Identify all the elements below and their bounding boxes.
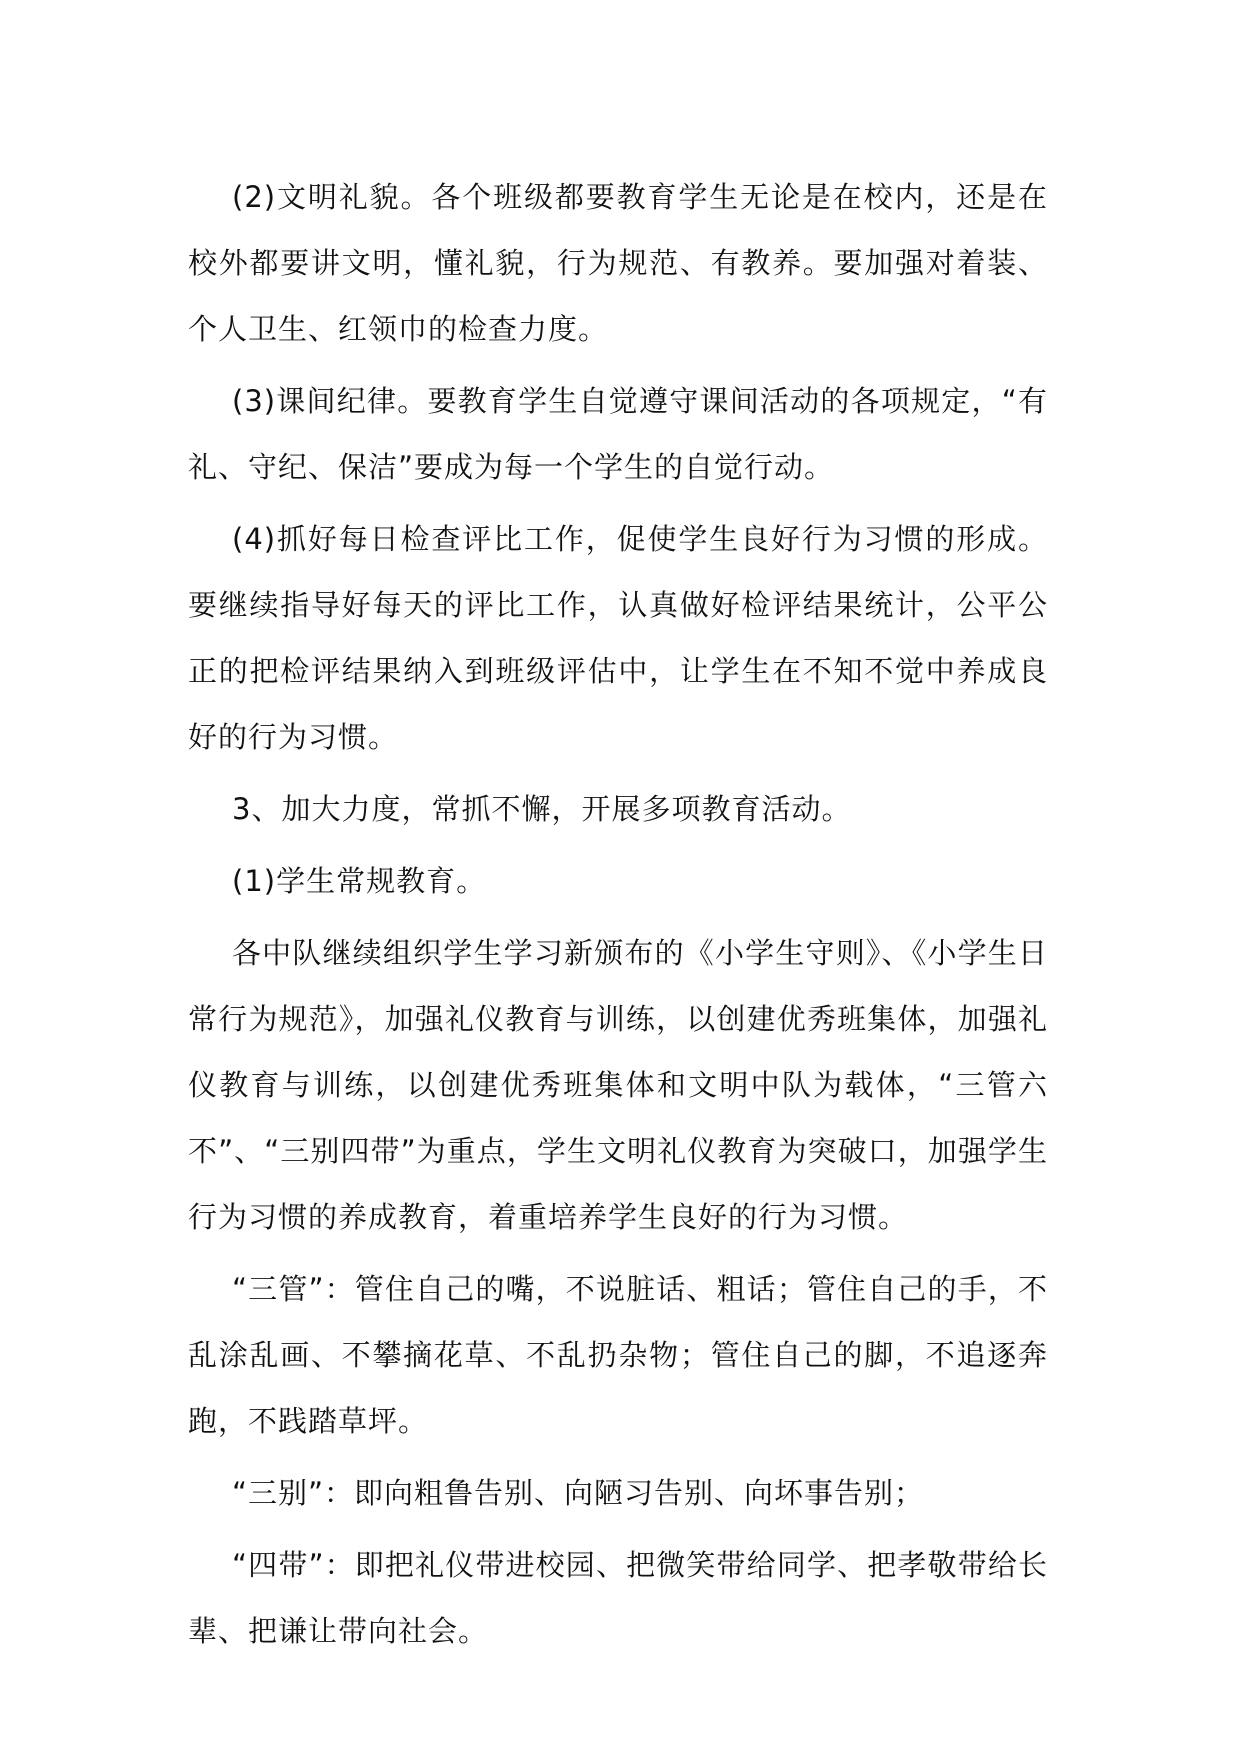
paragraph-daily-inspection: (4)抓好每日检查评比工作，促使学生良好行为习惯的形成。要继续指导好每天的评比工作，认真做好检评结果统计，公平公正的把检评结果纳入到班级评估中，让学生在不知不觉中养成良好的行为习惯。 (188, 522, 1048, 754)
paragraph-break-discipline: (3)课间纪律。要教育学生自觉遵守课间活动的各项规定，“有礼、守纪、保洁”要成为每一个学生的自觉行动。 (188, 384, 1048, 484)
document-body (188, 164, 1048, 1670)
paragraph-three-farewells: “三别”：即向粗鲁告别、向陋习告别、向坏事告别； (232, 1476, 925, 1510)
paragraph-civility: (2)文明礼貌。各个班级都要教育学生无论是在校内，还是在校外都要讲文明，懂礼貌，行为规范、有教养。要加强对着装、个人卫生、红领巾的检查力度。 (188, 180, 1048, 346)
section-heading-education-activities: 3、加大力度，常抓不懈，开展多项教育活动。 (232, 792, 852, 826)
paragraph-squadron-study: 各中队继续组织学生学习新颁布的《小学生守则》、《小学生日常行为规范》，加强礼仪教育与训练，以创建优秀班集体，加强礼仪教育与训练，以创建优秀班集体和文明中队为载体，“三管六不”、“三别四带”为重点，学生文明礼仪教育为突破口，加强学生行为习惯的养成教育，着重培养学生良好的行为习惯。 (188, 936, 1048, 1234)
paragraph-four-brings: “四带”：即把礼仪带进校园、把微笑带给同学、把孝敬带给长辈、把谦让带向社会。 (188, 1548, 1048, 1648)
subheading-routine-education: (1)学生常规教育。 (232, 864, 487, 898)
paragraph-three-controls: “三管”：管住自己的嘴，不说脏话、粗话；管住自己的手，不乱涂乱画、不攀摘花草、不乱扔杂物；管住自己的脚，不追逐奔跑，不践踏草坪。 (188, 1272, 1048, 1438)
